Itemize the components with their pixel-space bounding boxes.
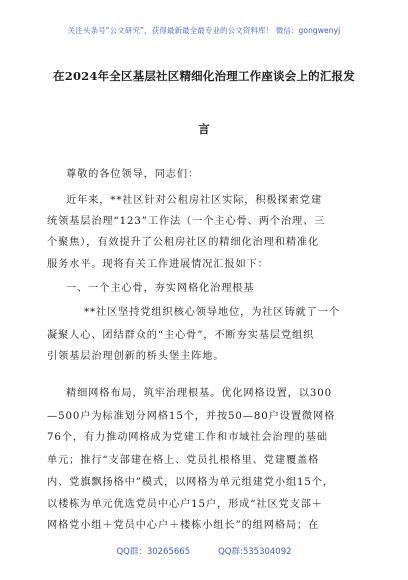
footer-qq-group-2: QQ群:535304092 xyxy=(218,547,292,557)
footer-contact xyxy=(0,545,408,557)
body-line: 个聚焦），有效提升了公租房社区的精细化治理和精准化 xyxy=(47,237,320,248)
salutation: 尊敬的各位领导，同志们： xyxy=(66,169,200,180)
body-line: 内、党旗飘扬格中”模式，以网格为单元组建党小组15个， xyxy=(47,477,334,488)
body-line: 引领基层治理创新的桥头堡主阵地。 xyxy=(47,351,225,362)
body-line: 以楼栋为单元优选党员中心户15户，形成“社区党支部＋ xyxy=(47,499,323,510)
body-line: **社区坚持党组织核心领导地位，为社区铸就了一个 xyxy=(84,307,340,318)
document-title-line-1: 在2024年全区基层社区精细化治理工作座谈会上的汇报发 xyxy=(53,69,355,83)
section-heading: 一、一个主心骨，夯实网格化治理根基 xyxy=(66,283,255,294)
body-line: 76个，有力推动网格成为党建工作和市域社会治理的基础 xyxy=(47,432,328,443)
body-line: 近年来，**社区针对公租房社区实际，积极探索党建 xyxy=(66,195,322,206)
body-line: 统领基层治理“123”工作法（一个主心骨、两个治理、三 xyxy=(47,216,326,227)
body-line: —500户为标准划分网格15个，并按50—80户设置微网格 xyxy=(47,411,336,422)
body-line: 单元；推行“支部建在格上、党员扎根格里、党建覆盖格 xyxy=(47,455,320,466)
body-line: 网格党小组＋党员中心户＋楼栋小组长”的组网格局；在 xyxy=(47,520,320,531)
footer-qq-group-1: QQ群：30265665 xyxy=(116,547,191,557)
body-line: 凝聚人心、团结群众的“主心骨”，不断夯实基层党组织 xyxy=(47,330,315,341)
document-title-line-2: 言 xyxy=(198,122,210,136)
header-promo-note: 关注头条号“公文研究”，获得最新最全最专业的公文资料库！ 微信：gongwenyj xyxy=(67,26,341,35)
body-line: 精细网格布局，筑牢治理根基。优化网格设置，以300 xyxy=(66,388,333,399)
body-line: 服务水平。现将有关工作进展情况汇报如下： xyxy=(47,259,269,270)
